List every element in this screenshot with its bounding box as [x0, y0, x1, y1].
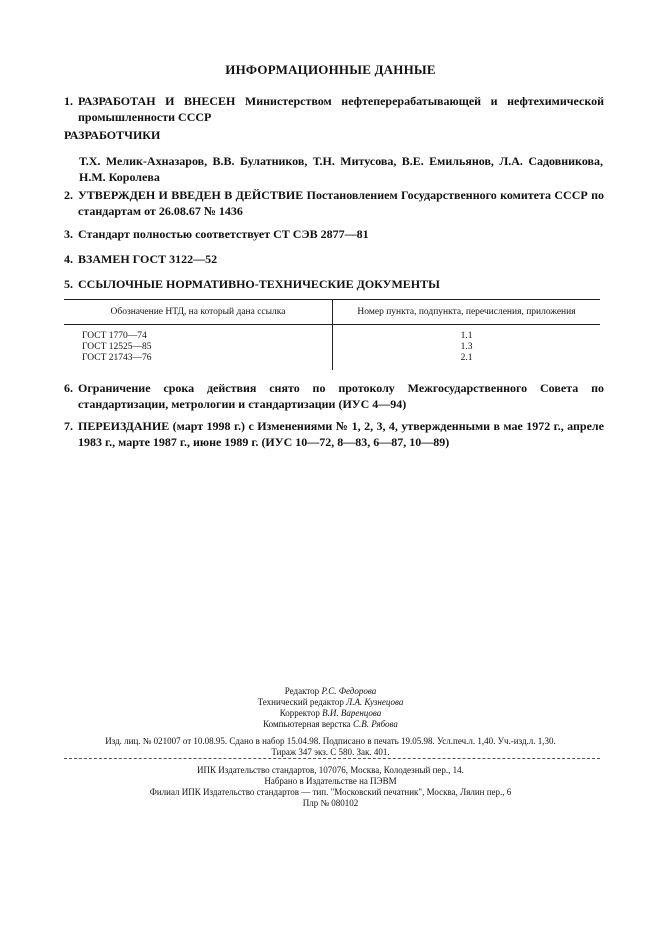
info-item-4	[64, 251, 604, 267]
developers-list: Т.Х. Мелик-Ахназаров, В.В. Булатников, Т.Н. Митусова, В.Е. Емильянов, Л.А. Садовникова, Н.М. Королева	[79, 154, 603, 184]
doc-ref-1: ГОСТ 1770—74	[82, 331, 147, 341]
item-text: ПЕРЕИЗДАНИЕ (март 1998 г.) с Изменениями № 1, 2, 3, 4, утвержденными в мае 1972 г., апреле 1983 г., марте 1987 г., июне 1989 г. (ИУС 10—72, 8—83, 6—87, 10—89)	[78, 419, 604, 449]
info-item-5	[64, 276, 604, 292]
info-item-6	[64, 380, 604, 412]
item-number: 1.	[64, 94, 73, 108]
publisher-line-1: ИПК Издательство стандартов, 107076, Москва, Колодезный пер., 14.	[197, 765, 464, 775]
print-details	[0, 736, 661, 758]
info-item-7	[64, 418, 604, 450]
item-number: 4.	[64, 252, 73, 266]
column-header-ref: Номер пункта, подпункта, перечисления, приложения	[333, 300, 601, 325]
item-number: 3.	[64, 227, 73, 241]
doc-ref-2: ГОСТ 12525—85	[82, 342, 152, 352]
developers-heading: РАЗРАБОТЧИКИ	[64, 128, 161, 142]
table-cell-ref	[333, 325, 601, 371]
doc-ref-3: ГОСТ 21743—76	[82, 353, 152, 363]
publisher-line-3: Филиал ИПК Издательство стандартов — тип. "Московский печатник", Москва, Лялин пер., 6	[149, 787, 512, 797]
item-text: Стандарт полностью соответствует СТ СЭВ 2877—81	[78, 227, 369, 241]
divider	[64, 758, 600, 759]
editor-line: Редактор Р.С. Федорова	[284, 686, 377, 696]
table-row	[64, 325, 600, 371]
item-number: 2.	[64, 188, 73, 202]
publisher-line-4: Плр № 080102	[302, 798, 359, 808]
publisher-line-2: Набрано в Издательстве на ПЭВМ	[264, 776, 397, 786]
item-text: ВЗАМЕН ГОСТ 3122—52	[78, 252, 218, 266]
reference-table	[64, 299, 600, 370]
item-text: ССЫЛОЧНЫЕ НОРМАТИВНО-ТЕХНИЧЕСКИЕ ДОКУМЕНТЫ	[78, 277, 440, 291]
item-text: РАЗРАБОТАН И ВНЕСЕН Министерством нефтеперерабатывающей и нефтехимической промышленности СССР	[78, 94, 604, 124]
table-header-row	[64, 300, 600, 325]
imprint-credits	[0, 686, 661, 730]
print-details-line-2: Тираж 347 экз. С 580. Зак. 401.	[271, 747, 390, 757]
corrector-line: Корректор В.И. Варенцова	[279, 708, 382, 718]
table-cell-doc	[64, 325, 333, 371]
info-item-2	[64, 187, 604, 219]
item-number: 6.	[64, 381, 73, 395]
tech-editor-line: Технический редактор Л.А. Кузнецова	[257, 697, 404, 707]
print-details-line-1: Изд. лиц. № 021007 от 10.08.95. Сдано в набор 15.04.98. Подписано в печать 19.05.98. Усл.печ.л. 1,40. Уч.-изд.л. 1,30.	[105, 736, 556, 746]
clause-ref-1: 1.1	[460, 331, 473, 341]
column-header-doc: Обозначение НТД, на который дана ссылка	[64, 300, 333, 325]
publisher-info	[0, 765, 661, 809]
item-number: 5.	[64, 277, 73, 291]
info-item-1	[64, 93, 604, 125]
clause-ref-2: 1.3	[460, 342, 473, 352]
info-item-3	[64, 226, 604, 242]
item-text: Ограничение срока действия снято по протоколу Межгосударственного Совета по стандартизации, метрологии и стандартизации (ИУС 4—94)	[78, 381, 604, 411]
layout-line: Компьютерная верстка С.В. Рябова	[263, 719, 398, 729]
item-text: УТВЕРЖДЕН И ВВЕДЕН В ДЕЙСТВИЕ Постановлением Государственного комитета СССР по стандартам от 26.08.67 № 1436	[78, 188, 604, 218]
clause-ref-3: 2.1	[460, 353, 473, 363]
item-number: 7.	[64, 419, 73, 433]
page-title: ИНФОРМАЦИОННЫЕ ДАННЫЕ	[225, 62, 436, 77]
